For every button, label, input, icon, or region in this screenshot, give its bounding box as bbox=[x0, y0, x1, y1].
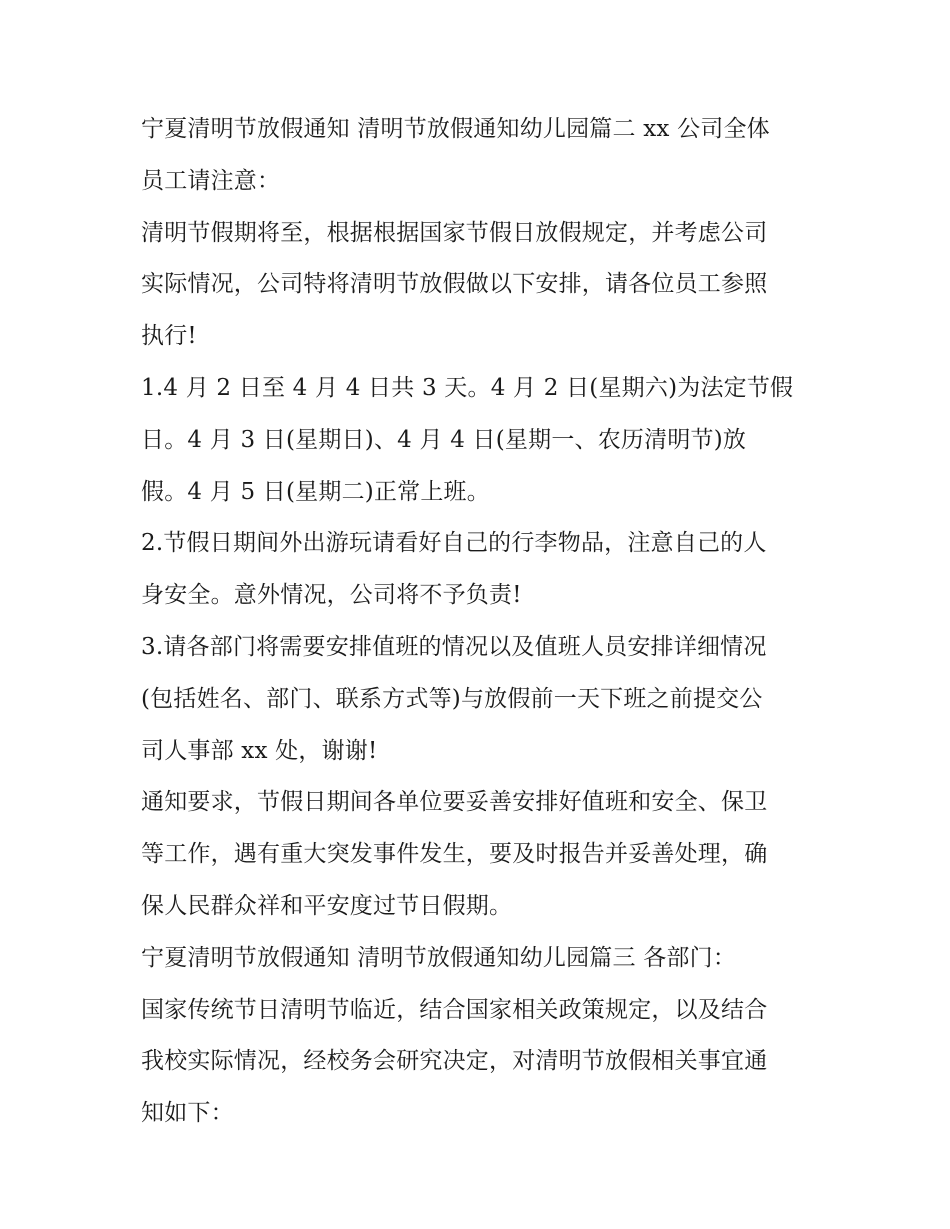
text-line: (包括姓名、部门、联系方式等)与放假前一天下班之前提交公 bbox=[141, 685, 763, 712]
text-line: 1.4 月 2 日至 4 月 4 日共 3 天。4 月 2 日(星期六)为法定节假 bbox=[141, 374, 794, 401]
text-line: 宁夏清明节放假通知 清明节放假通知幼儿园篇二 xx 公司全体 bbox=[141, 116, 770, 142]
text-line: 日。4 月 3 日(星期日)、4 月 4 日(星期一、农历清明节)放 bbox=[141, 426, 747, 453]
text-line: 宁夏清明节放假通知 清明节放假通知幼儿园篇三 各部门： bbox=[141, 944, 737, 971]
text-line: 保人民群众祥和平安度过节日假期。 bbox=[141, 892, 513, 919]
text-line: 员工请注意： bbox=[141, 167, 281, 194]
text-line: 等工作，遇有重大突发事件发生，要及时报告并妥善处理，确 bbox=[141, 841, 768, 868]
text-line: 执行! bbox=[141, 323, 197, 350]
text-line: 国家传统节日清明节临近，结合国家相关政策规定，以及结合 bbox=[141, 996, 768, 1023]
text-line: 我校实际情况，经校务会研究决定，对清明节放假相关事宜通 bbox=[141, 1048, 768, 1075]
text-line: 清明节假期将至，根据根据国家节假日放假规定，并考虑公司 bbox=[141, 219, 768, 246]
text-line: 知如下： bbox=[141, 1100, 234, 1127]
text-line: 2.节假日期间外出游玩请看好自己的行李物品，注意自己的人 bbox=[141, 530, 767, 557]
document-body bbox=[141, 104, 821, 1140]
text-line: 通知要求，节假日期间各单位要妥善安排好值班和安全、保卫 bbox=[141, 789, 768, 816]
text-line: 司人事部 xx 处，谢谢! bbox=[141, 737, 378, 764]
text-line: 假。4 月 5 日(星期二)正常上班。 bbox=[141, 478, 490, 505]
text-line: 身安全。意外情况，公司将不予负责! bbox=[141, 582, 522, 609]
text-line: 实际情况，公司特将清明节放假做以下安排，请各位员工参照 bbox=[141, 271, 768, 298]
text-line: 3.请各部门将需要安排值班的情况以及值班人员安排详细情况 bbox=[141, 633, 767, 660]
